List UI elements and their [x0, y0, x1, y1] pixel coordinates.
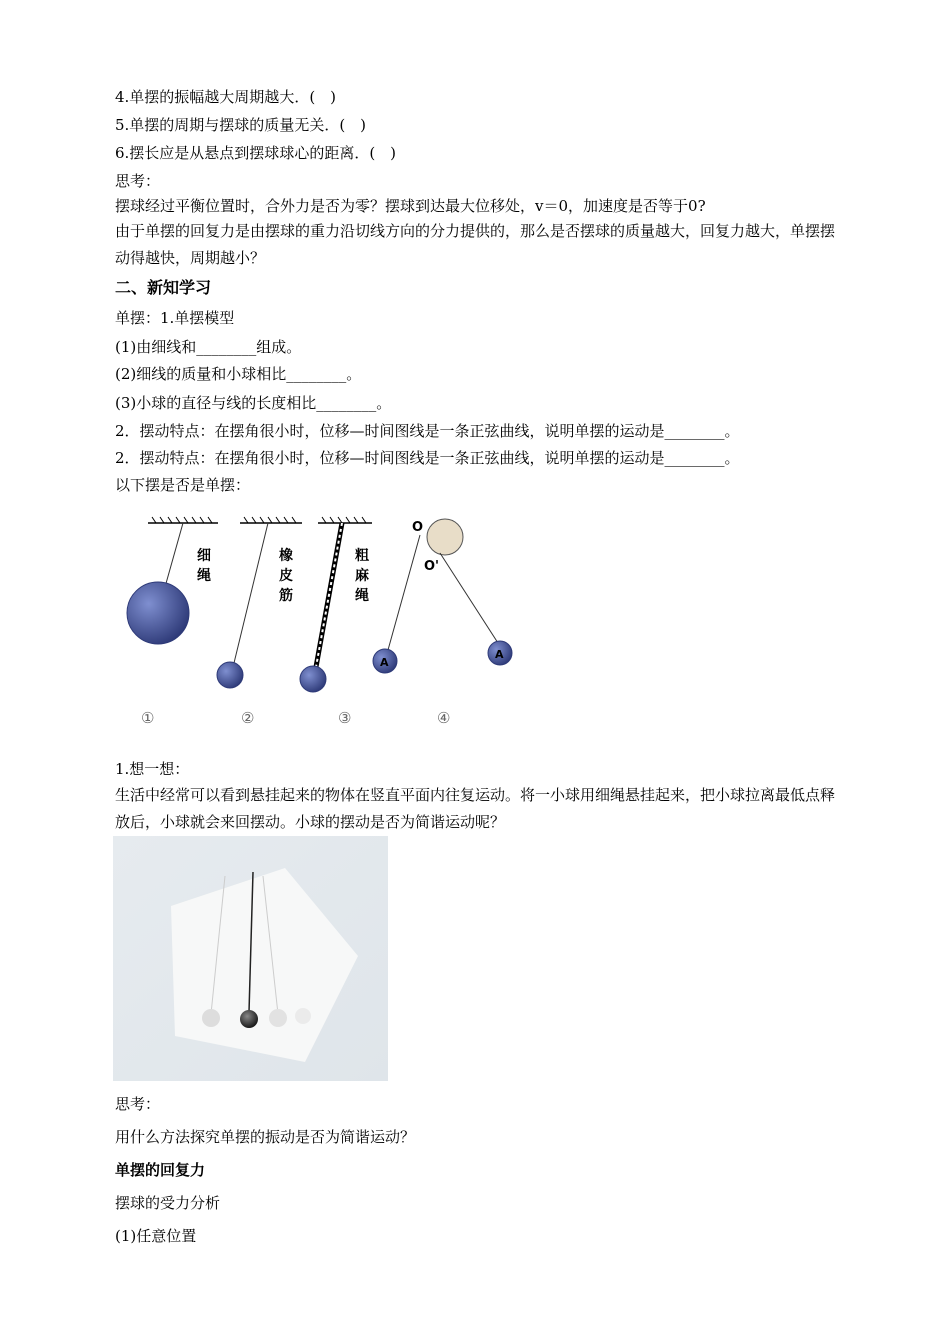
ball-a-left-label: A	[380, 656, 389, 669]
think-section-text: 生活中经常可以看到悬挂起来的物体在竖直平面内往复运动。将一小球用细绳悬挂起来，把小球拉离最低点释放后，小球就会来回摆动。小球的摆动是否为简谐运动呢？	[115, 786, 836, 831]
point-o-prime: O'	[424, 559, 440, 574]
question-6: 6.摆长应是从悬点到摆球球心的距离．( )	[115, 144, 397, 162]
fill-item-5: 2．摆动特点：在摆角很小时，位移—时间图线是一条正弦曲线，说明单摆的运动是________。	[115, 449, 740, 467]
ghost-ball-1	[202, 1009, 220, 1027]
think-label-1: 思考：	[115, 172, 161, 190]
pendulum-ball-3	[300, 666, 326, 692]
ball-a-right-label: A	[495, 648, 504, 661]
thin-string	[165, 523, 183, 587]
fill-item-1: (1)由细线和________组成。	[115, 338, 302, 356]
figure-number-2: ②	[241, 709, 255, 727]
ceiling-2	[240, 517, 302, 523]
force-analysis-heading: 摆球的受力分析	[115, 1194, 221, 1212]
think-question-2: 由于单摆的回复力是由摆球的重力沿切线方向的分力提供的，那么是否摆球的质量越大，回复力越大，单摆摆动得越快，周期越小？	[115, 222, 836, 267]
label-thick-rope-vertical: 粗麻绳	[355, 548, 369, 604]
figure-number-1: ①	[141, 709, 155, 727]
pendulum-photo	[113, 836, 388, 1081]
figure-number-3: ③	[338, 709, 352, 727]
think-section-title: 1.想一想：	[115, 760, 190, 778]
rubber-band	[234, 523, 268, 663]
think-question-3: 用什么方法探究单摆的振动是否为简谐运动？	[115, 1128, 416, 1146]
fill-item-3: (3)小球的直径与线的长度相比________。	[115, 394, 392, 412]
pendulum-question: 以下摆是否是单摆：	[115, 476, 251, 494]
question-5: 5.单摆的周期与摆球的质量无关．( )	[115, 116, 367, 134]
think-label-2: 思考：	[115, 1095, 161, 1113]
main-ball	[240, 1010, 258, 1028]
string-to-a-right	[440, 553, 498, 643]
peg-circle	[427, 519, 463, 555]
any-position-item: (1)任意位置	[115, 1227, 197, 1245]
section-title-new-learning: 二、新知学习	[115, 278, 212, 297]
point-o: O	[412, 520, 424, 535]
question-4: 4.单摆的振幅越大周期越大．( )	[115, 88, 337, 106]
pendulum-types-figure	[110, 505, 540, 735]
string-to-a-left	[388, 535, 420, 650]
figure-number-4: ④	[437, 709, 451, 727]
restoring-force-title: 单摆的回复力	[115, 1161, 206, 1179]
pendulum-model-heading: 单摆：1.单摆模型	[115, 309, 235, 327]
fill-item-2: (2)细线的质量和小球相比________。	[115, 365, 362, 383]
label-thin-rope-vertical: 细绳	[197, 548, 211, 584]
fill-item-4: 2．摆动特点：在摆角很小时，位移—时间图线是一条正弦曲线，说明单摆的运动是________。	[115, 422, 740, 440]
ceiling-1	[148, 517, 218, 523]
label-rubber-band-vertical: 橡皮筋	[279, 548, 293, 604]
ghost-ball-3	[295, 1008, 311, 1024]
ceiling-3	[318, 517, 372, 523]
pendulum-ball-1	[127, 582, 189, 644]
pendulum-ball-2	[217, 662, 243, 688]
ghost-ball-2	[269, 1009, 287, 1027]
think-question-1: 摆球经过平衡位置时，合外力是否为零？摆球到达最大位移处，v＝0，加速度是否等于0?	[115, 197, 706, 215]
